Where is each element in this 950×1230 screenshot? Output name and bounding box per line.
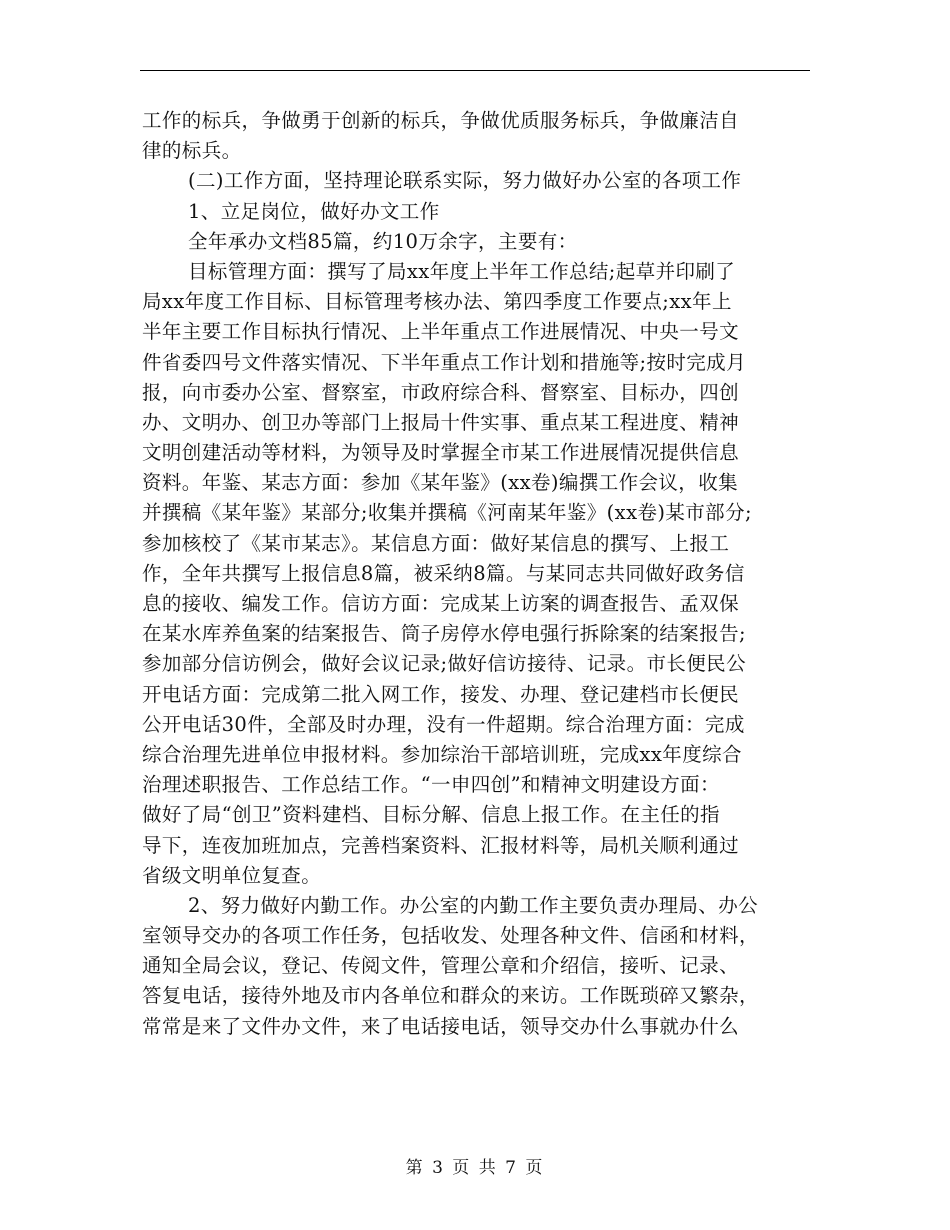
text-line: 省级文明单位复查。: [142, 863, 322, 887]
text-line: 综合治理先进单位申报材料。参加综治干部培训班，完成xx年度综合: [142, 742, 742, 766]
text-line: 作，全年共撰写上报信息8篇，被采纳8篇。与某同志共同做好政务信: [142, 561, 745, 585]
document-body: [142, 106, 810, 1042]
header-rule: [140, 70, 810, 71]
text-line: (二)工作方面，坚持理论联系实际，努力做好办公室的各项工作: [188, 169, 742, 193]
page-footer: 第 3 页 共 7 页: [405, 1158, 545, 1178]
text-line: 通知全局会议，登记、传阅文件，管理公章和介绍信，接听、记录、: [142, 954, 740, 978]
text-line: 全年承办文档85篇，约10万余字，主要有：: [188, 229, 578, 253]
text-line: 在某水库养鱼案的结案报告、筒子房停水停电强行拆除案的结案报告;: [142, 622, 746, 646]
text-line: 导下，连夜加班加点，完善档案资料、汇报材料等，局机关顺利通过: [142, 833, 740, 857]
text-line: 答复电话，接待外地及市内各单位和群众的来访。工作既琐碎又繁杂，: [142, 984, 759, 1008]
text-line: 办、文明办、创卫办等部门上报局十件实事、重点某工程进度、精神: [142, 410, 740, 434]
text-line: 开电话方面：完成第二批入网工作，接发、办理、登记建档市长便民: [142, 682, 740, 706]
text-line: 1、立足岗位，做好办文工作: [188, 199, 440, 223]
text-line: 件省委四号文件落实情况、下半年重点工作计划和措施等;按时完成月: [142, 350, 746, 374]
text-line: 半年主要工作目标执行情况、上半年重点工作进展情况、中央一号文: [142, 320, 740, 344]
text-line: 参加部分信访例会，做好会议记录;做好信访接待、记录。市长便民公: [142, 652, 746, 676]
text-line: 并撰稿《某年鉴》某部分;收集并撰稿《河南某年鉴》(xx卷)某市部分;: [142, 501, 752, 525]
text-line: 文明创建活动等材料，为领导及时掌握全市某工作进展情况提供信息: [142, 441, 740, 465]
text-line: 息的接收、编发工作。信访方面：完成某上访案的调查报告、孟双保: [142, 592, 740, 615]
text-line: 治理述职报告、工作总结工作。“一申四创”和精神文明建设方面：: [142, 773, 720, 797]
text-line: 2、努力做好内勤工作。办公室的内勤工作主要负责办理局、办公: [188, 893, 759, 917]
text-line: 常常是来了文件办文件，来了电话接电话，领导交办什么事就办什么: [142, 1014, 740, 1038]
text-line: 局xx年度工作目标、目标管理考核办法、第四季度工作要点;xx年上: [142, 290, 732, 314]
text-line: 室领导交办的各项工作任务，包括收发、处理各种文件、信函和材料，: [142, 924, 759, 948]
text-line: 报，向市委办公室、督察室，市政府综合科、督察室、目标办，四创: [142, 380, 740, 404]
text-line: 工作的标兵，争做勇于创新的标兵，争做优质服务标兵，争做廉洁自: [142, 109, 740, 132]
text-line: 律的标兵。: [142, 139, 242, 163]
text-line: 做好了局“创卫”资料建档、目标分解、信息上报工作。在主任的指: [142, 803, 720, 827]
text-line: 参加核校了《某市某志》。某信息方面：做好某信息的撰写、上报工: [142, 531, 730, 555]
text-line: 公开电话30件，全部及时办理，没有一件超期。综合治理方面：完成: [142, 712, 745, 736]
text-line: 目标管理方面：撰写了局xx年度上半年工作总结;起草并印刷了: [188, 259, 736, 283]
text-line: 资料。年鉴、某志方面：参加《某年鉴》(xx卷)编撰工作会议，收集: [142, 471, 739, 495]
